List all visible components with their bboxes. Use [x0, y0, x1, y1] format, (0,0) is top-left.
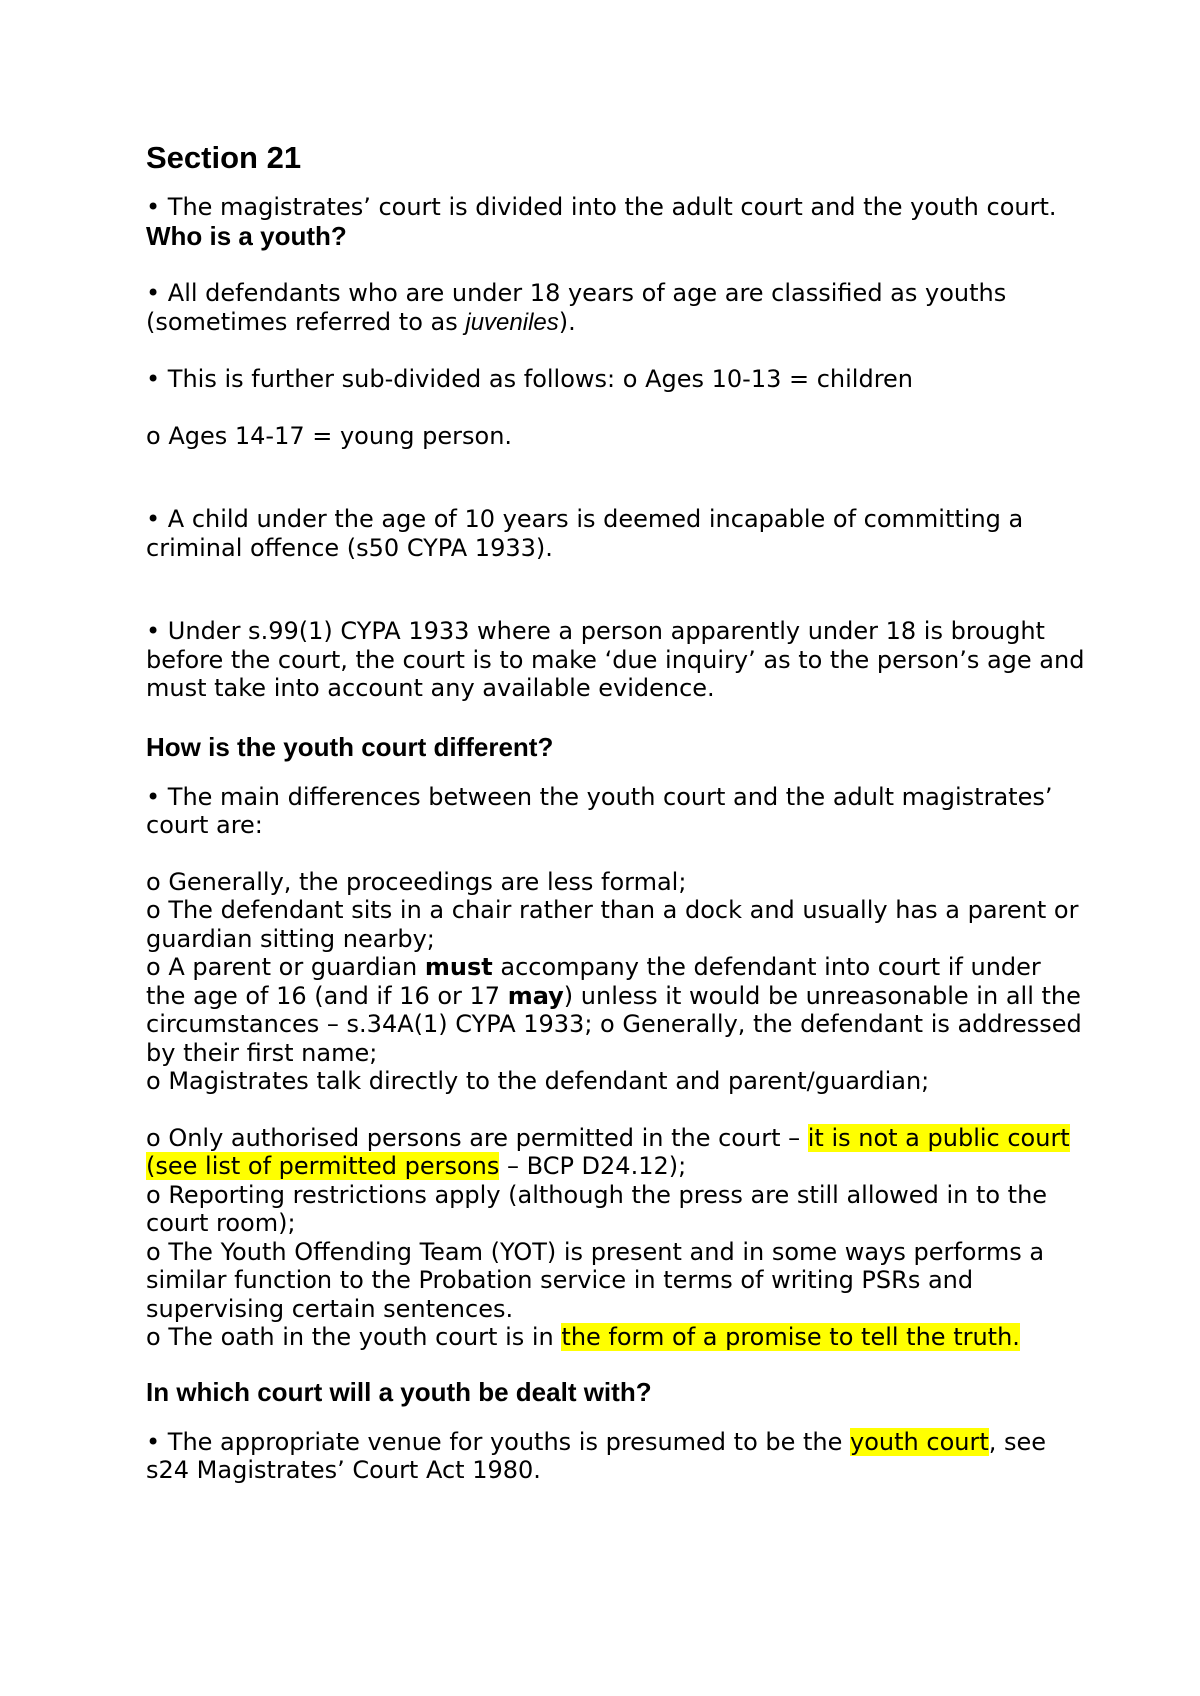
- juveniles-term: juveniles: [465, 308, 559, 336]
- difference-talk-directly: o Magistrates talk directly to the defendant and parent/guardian;: [146, 1067, 930, 1095]
- parent-text-b: accompany the defendant into court if under the age of 16 (and if 16 or 17: [146, 953, 1041, 1010]
- young-person-paragraph: o Ages 14-17 = young person.: [146, 421, 513, 450]
- parent-text-a: o A parent or guardian: [146, 953, 425, 981]
- child-incapable-paragraph: • A child under the age of 10 years is deemed incapable of committing a criminal offence (s50 CYPA 1933).: [146, 505, 1024, 562]
- youth-definition: [146, 279, 1086, 337]
- parent-text-c: ) unless it would be unreasonable in all the circumstances – s.34A(1) CYPA 1933; o Generally, the defendant is addressed by their first name;: [146, 981, 1082, 1067]
- heading-youth-court-different: How is the youth court different?: [146, 731, 554, 762]
- youth-def-end: ).: [558, 307, 576, 336]
- oath-text: o The oath in the youth court is in: [146, 1323, 562, 1351]
- difference-less-formal: o Generally, the proceedings are less formal;: [146, 867, 687, 896]
- parent-may: may: [507, 981, 564, 1010]
- differences-intro: • The main differences between the youth court and the adult magistrates’ court are:: [146, 782, 1053, 839]
- venue-highlight: youth court: [850, 1427, 989, 1456]
- authorised-text-a: o Only authorised persons are permitted in the court –: [146, 1123, 808, 1152]
- difference-authorised: [146, 1124, 1086, 1181]
- difference-oath: [146, 1323, 1086, 1352]
- venue-paragraph: [146, 1428, 1086, 1485]
- venue-text-b: , see s24 Magistrates’ Court Act 1980.: [146, 1427, 1047, 1484]
- document-body: [146, 140, 1086, 1485]
- authorised-highlight: it is not a public court (see list of permitted persons: [146, 1123, 1070, 1180]
- youth-def-text: • All defendants who are under 18 years of age are classified as youths (sometimes referred to as: [146, 279, 1007, 336]
- section-title: Section 21: [146, 140, 302, 175]
- authorised-text-b: – BCP D24.12);: [499, 1152, 687, 1180]
- heading-which-court: In which court will a youth be dealt with?: [146, 1376, 652, 1407]
- who-is-youth-heading: Who is a youth?: [146, 220, 347, 251]
- difference-chair: o The defendant sits in a chair rather than a dock and usually has a parent or guardian sitting nearby;: [146, 896, 1079, 953]
- difference-yot: o The Youth Offending Team (YOT) is present and in some ways performs a similar function to the Probation service in terms of writing PSRs and supervising certain sentences.: [146, 1237, 1045, 1323]
- intro-paragraph: [146, 193, 1086, 251]
- subdivided-paragraph: • This is further sub-divided as follows: o Ages 10-13 = children: [146, 365, 914, 393]
- intro-text: • The magistrates’ court is divided into the adult court and the youth court.: [146, 193, 1057, 221]
- venue-text-a: • The appropriate venue for youths is presumed to be the: [146, 1427, 851, 1456]
- parent-must: must: [424, 953, 493, 981]
- oath-highlight: the form of a promise to tell the truth.: [561, 1323, 1020, 1351]
- due-inquiry-paragraph: • Under s.99(1) CYPA 1933 where a person apparently under 18 is brought before the court, the court is to make ‘due inquiry’ as to the person’s age and must take into account any available evidence.: [146, 617, 1085, 702]
- difference-parent: [146, 953, 1086, 1067]
- difference-reporting: o Reporting restrictions apply (although the press are still allowed in to the court room);: [146, 1180, 1048, 1237]
